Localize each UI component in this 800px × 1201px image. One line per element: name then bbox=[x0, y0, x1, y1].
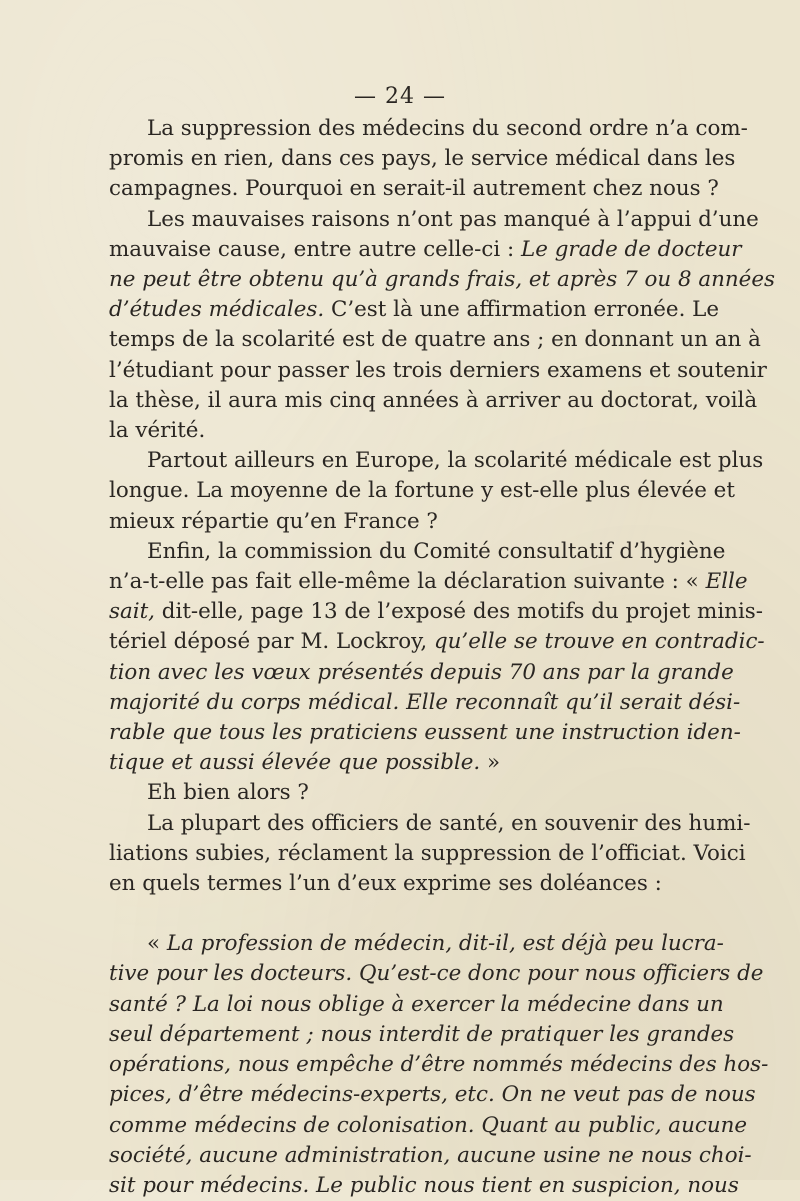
text-line: ne peut être obtenu qu’à grands frais, et après 7 ou 8 années bbox=[109, 267, 775, 293]
text-line: majorité du corps médical. Elle reconnaît qu’il serait dési- bbox=[109, 689, 741, 715]
italic-span: tique et aussi élevée que possible. bbox=[109, 750, 481, 776]
text-line: sit pour médecins. Le public nous tient en suspicion, nous bbox=[109, 1172, 739, 1198]
text-line: La suppression des médecins du second ordre n’a com- bbox=[147, 116, 748, 141]
text-span: « bbox=[147, 931, 161, 957]
text-line: temps de la scolarité est de quatre ans ; en donnant un an à bbox=[109, 327, 761, 353]
paragraph bbox=[109, 778, 701, 808]
paragraph bbox=[109, 537, 765, 779]
text-line: Enfin, la commission du Comité consultatif d’hygiène bbox=[147, 538, 726, 564]
italic-span: sait, bbox=[109, 599, 155, 625]
text-line: La plupart des officiers de santé, en souvenir des humi- bbox=[147, 810, 751, 836]
page-text bbox=[109, 114, 775, 1201]
text-line: liations subies, réclament la suppression de l’officiat. Voici bbox=[109, 840, 746, 866]
paragraph bbox=[109, 114, 748, 205]
text-line: Partout ailleurs en Europe, la scolarité médicale est plus bbox=[147, 448, 764, 474]
text-line bbox=[109, 929, 724, 959]
text-line: tion avec les vœux présentés depuis 70 ans par la grande bbox=[109, 659, 734, 685]
text-line: promis en rien, dans ces pays, le service médical dans les bbox=[109, 146, 736, 172]
text-line bbox=[109, 627, 765, 657]
text-line: opérations, nous empêche d’être nommés médecins des hos- bbox=[109, 1052, 769, 1078]
text-line: Les mauvaises raisons n’ont pas manqué à l’appui d’une bbox=[147, 206, 759, 232]
page-number: — 24 — bbox=[354, 84, 446, 109]
text-line: seul département ; nous interdit de pratiquer les grandes bbox=[109, 1021, 735, 1047]
text-span: C’est là une affirmation erronée. Le bbox=[330, 297, 720, 323]
text-line bbox=[109, 748, 701, 778]
quotation bbox=[109, 929, 769, 1201]
text-span: mauvaise cause, entre autre celle-ci : bbox=[109, 236, 515, 262]
text-line: Eh bien alors ? bbox=[147, 780, 309, 806]
text-line bbox=[109, 567, 748, 597]
text-line: l’étudiant pour passer les trois derniers examens et soutenir bbox=[109, 357, 767, 383]
text-line: tive pour les docteurs. Qu’est-ce donc pour nous officiers de bbox=[109, 961, 764, 987]
text-line: la vérité. bbox=[109, 418, 206, 444]
text-line: la thèse, il aura mis cinq années à arriver au doctorat, voilà bbox=[109, 387, 758, 413]
italic-span: Le grade de docteur bbox=[521, 236, 742, 262]
text-line: rable que tous les praticiens eussent une instruction iden- bbox=[109, 720, 741, 746]
text-line: campagnes. Pourquoi en serait-il autrement chez nous ? bbox=[109, 176, 719, 202]
paragraph bbox=[109, 205, 775, 447]
text-span: » bbox=[487, 750, 501, 776]
text-line bbox=[109, 295, 720, 325]
paragraph bbox=[109, 446, 764, 537]
text-line: comme médecins de colonisation. Quant au public, aucune bbox=[109, 1112, 748, 1138]
text-line: mieux répartie qu’en France ? bbox=[109, 508, 438, 534]
italic-span: Elle bbox=[705, 569, 748, 595]
text-span: tériel déposé par M. Lockroy, bbox=[109, 629, 428, 655]
text-line bbox=[109, 235, 742, 265]
italic-span: d’études médicales. bbox=[109, 297, 325, 323]
paragraph bbox=[109, 809, 751, 900]
text-span: n’a-t-elle pas fait elle-même la déclaration suivante : « bbox=[109, 569, 699, 595]
italic-span: qu’elle se trouve en contradic- bbox=[433, 629, 765, 655]
paragraph-gap bbox=[109, 899, 701, 929]
text-line: pices, d’être médecins-experts, etc. On ne veut pas de nous bbox=[109, 1082, 756, 1108]
text-line bbox=[109, 597, 763, 627]
text-line: longue. La moyenne de la fortune y est-elle plus élevée et bbox=[109, 478, 735, 504]
text-span: dit-elle, page 13 de l’exposé des motifs du projet minis- bbox=[161, 599, 763, 625]
text-line: en quels termes l’un d’eux exprime ses doléances : bbox=[109, 871, 662, 897]
text-line: santé ? La loi nous oblige à exercer la médecine dans un bbox=[109, 991, 724, 1017]
text-line: société, aucune administration, aucune usine ne nous choi- bbox=[109, 1142, 752, 1168]
italic-span: La profession de médecin, dit-il, est déjà peu lucra- bbox=[166, 931, 724, 957]
